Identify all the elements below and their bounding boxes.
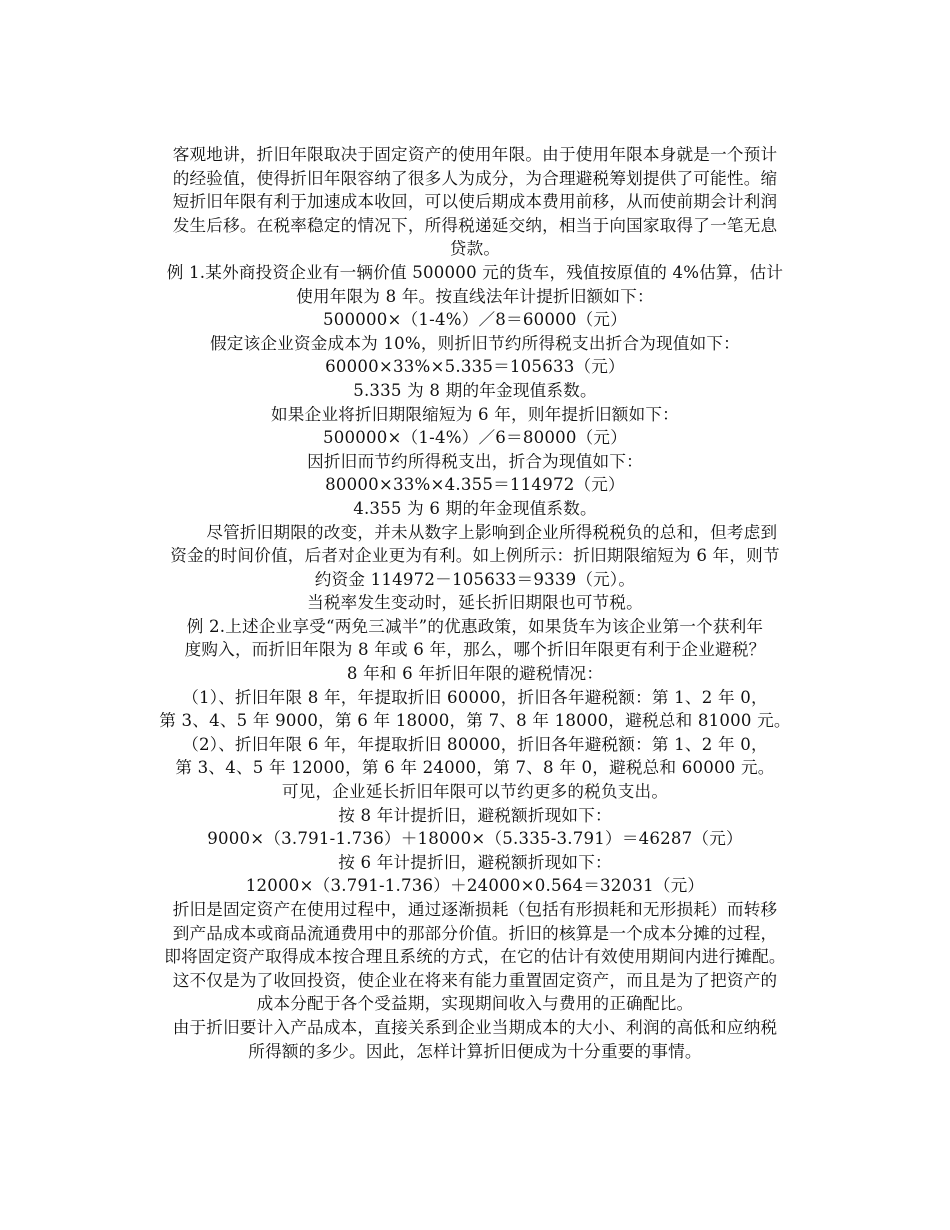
text-line: 短折旧年限有利于加速成本收回，可以使后期成本费用前移，从而使前期会计利润 bbox=[172, 192, 778, 212]
text-line: 即将固定资产取得成本按合理且系统的方式，在它的估计有效使用期间内进行摊配。 bbox=[164, 947, 786, 967]
text-line: 因折旧而节约所得税支出，折合为现值如下： bbox=[307, 451, 643, 471]
text-line: （1）、折旧年限 8 年，年提取折旧 60000，折旧各年避税额：第 1、2 年 0， bbox=[182, 687, 768, 707]
text-line: 如果企业将折旧期限缩短为 6 年，则年提折旧额如下： bbox=[271, 404, 679, 424]
text-line: 假定该企业资金成本为 10%，则折旧节约所得税支出折合为现值如下： bbox=[210, 333, 740, 353]
text-line: 4.355 为 6 期的年金现值系数。 bbox=[353, 498, 597, 518]
document-body bbox=[138, 143, 812, 1063]
text-line: 按 8 年计提折旧，避税额折现如下： bbox=[338, 805, 612, 825]
text-line: 使用年限为 8 年。按直线法年计提折旧额如下： bbox=[296, 286, 654, 306]
formula-line: 60000×33%×5.335＝105633（元） bbox=[325, 357, 625, 377]
formula-line: 500000×（1-4%）／6＝80000（元） bbox=[322, 428, 628, 448]
text-line: 折旧是固定资产在使用过程中，通过逐渐损耗（包括有形损耗和无形损耗）而转移 bbox=[172, 900, 778, 919]
text-line: 的经验值，使得折旧年限容纳了很多人为成分，为合理避税筹划提供了可能性。缩 bbox=[172, 168, 778, 188]
formula-line: 9000×（3.791-1.736）＋18000×（5.335-3.791）＝46287（元） bbox=[207, 829, 743, 849]
text-line: 5.335 为 8 期的年金现值系数。 bbox=[353, 380, 597, 400]
formula-line: 12000×（3.791-1.736）＋24000×0.564＝32031（元） bbox=[245, 876, 705, 896]
text-line: 尽管折旧期限的改变，并未从数字上影响到企业所得税税负的总和，但考虑到 bbox=[172, 522, 778, 542]
text-line: 贷款。 bbox=[449, 239, 501, 259]
text-line: 客观地讲，折旧年限取决于固定资产的使用年限。由于使用年限本身就是一个预计 bbox=[172, 145, 778, 164]
example-2-heading: 例 2.上述企业享受“两免三减半”的优惠政策，如果货车为该企业第一个获利年 bbox=[186, 616, 764, 636]
text-line: （2）、折旧年限 6 年，年提取折旧 80000，折旧各年避税额：第 1、2 年 0， bbox=[182, 734, 768, 754]
text-line: 发生后移。在税率稳定的情况下，所得税递延交纳，相当于向国家取得了一笔无息 bbox=[172, 215, 778, 235]
text-line: 所得额的多少。因此，怎样计算折旧便成为十分重要的事情。 bbox=[248, 1041, 702, 1061]
text-line: 按 6 年计提折旧，避税额折现如下： bbox=[338, 852, 612, 872]
formula-line: 500000×（1-4%）／8＝60000（元） bbox=[322, 310, 628, 330]
example-1-heading: 例 1.某外商投资企业有一辆价值 500000 元的货车，残值按原值的 4%估算，估计 bbox=[166, 262, 784, 282]
text-line: 约资金 114972－105633＝9339（元）。 bbox=[314, 569, 636, 589]
text-line: 可见，企业延长折旧年限可以节约更多的税负支出。 bbox=[281, 782, 669, 802]
text-line: 成本分配于各个受益期，实现期间收入与费用的正确配比。 bbox=[256, 994, 694, 1014]
text-line: 第 3、4、5 年 9000，第 6 年 18000，第 7、8 年 18000，避税总和 81000 元。 bbox=[159, 711, 791, 731]
text-line: 当税率发生变动时，延长折旧期限也可节税。 bbox=[307, 593, 643, 613]
text-line: 由于折旧要计入产品成本，直接关系到企业当期成本的大小、利润的高低和应纳税 bbox=[172, 1017, 778, 1037]
formula-line: 80000×33%×4.355＝114972（元） bbox=[325, 475, 625, 495]
text-line: 度购入，而折旧年限为 8 年或 6 年，那么，哪个折旧年限更有利于企业避税？ bbox=[184, 640, 766, 660]
text-line: 这不仅是为了收回投资，使企业在将来有能力重置固定资产，而且是为了把资产的 bbox=[172, 970, 778, 990]
text-line: 资金的时间价值，后者对企业更为有利。如上例所示：折旧期限缩短为 6 年，则节 bbox=[170, 546, 780, 566]
text-line: 到产品成本或商品流通费用中的那部分价值。折旧的核算是一个成本分摊的过程， bbox=[172, 923, 778, 943]
text-line: 8 年和 6 年折旧年限的避税情况： bbox=[346, 664, 604, 684]
text-line: 第 3、4、5 年 12000，第 6 年 24000，第 7、8 年 0，避税总和 60000 元。 bbox=[175, 758, 775, 778]
